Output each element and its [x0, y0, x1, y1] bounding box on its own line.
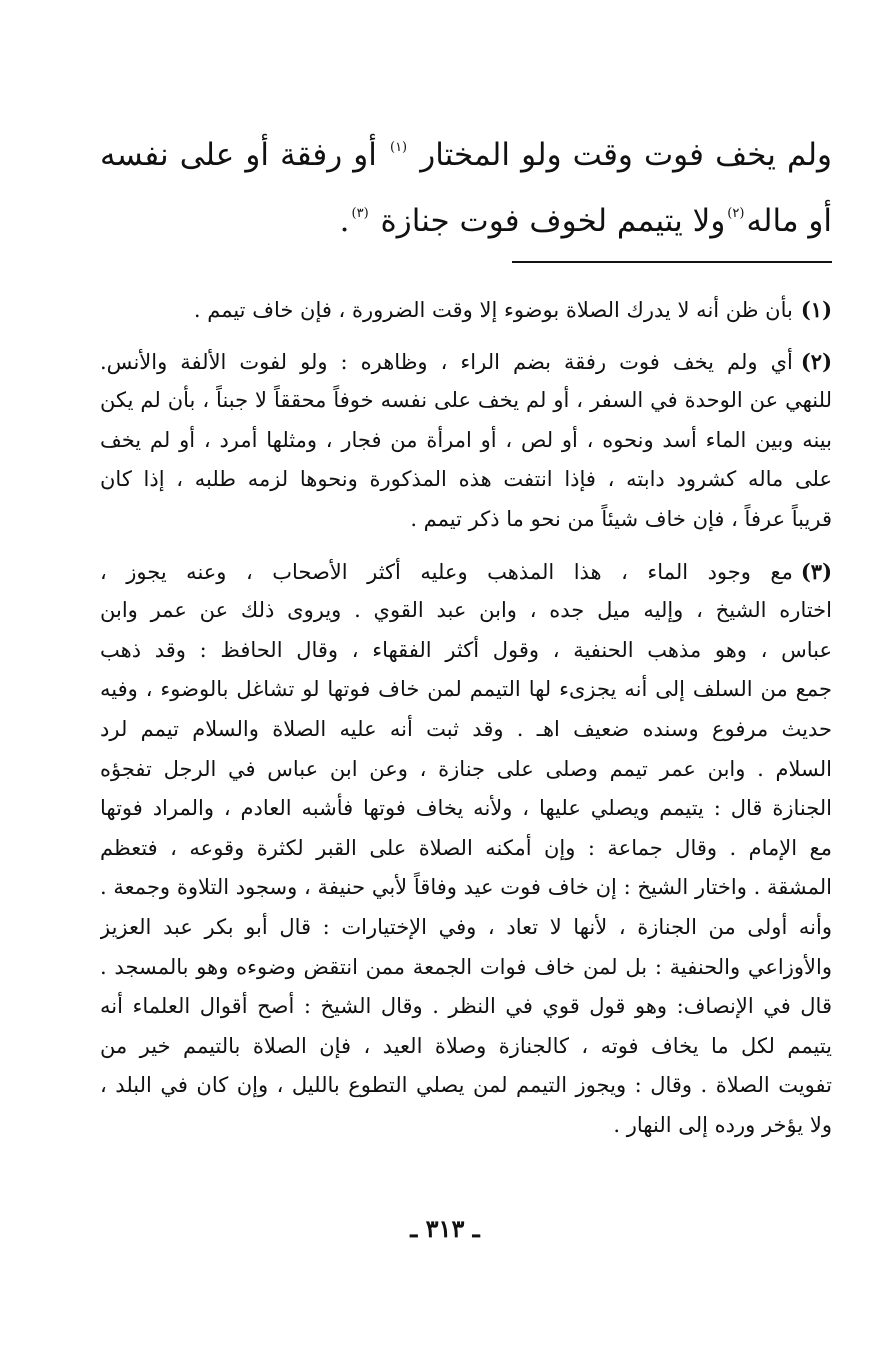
footnote-line: ولا يؤخر ورده إلى النهار . — [613, 1112, 832, 1137]
footnote-line: السلام . وابن عمر تيمم وصلى على جنازة ، وعن ابن عباس في الرجل تفجؤه — [100, 756, 832, 781]
footnote-line: جمع من السلف إلى أنه يجزىء لها التيمم لمن خاف فوتها لو تشاغل بالوضوء ، وفيه — [100, 677, 832, 702]
footnote-line: يتيمم لكل ما يخاف فوته ، كالجنازة وصلاة العيد ، فإن الصلاة بالتيمم خير من — [100, 1033, 832, 1058]
footnote-text: بأن ظن أنه لا يدرك الصلاة بوضوء إلا وقت الضرورة ، فإن خاف تيمم . — [193, 298, 793, 322]
footnote-line: الجنازة قال : يتيمم ويصلي عليها ، ولأنه يخاف فوتها فأشبه العادم ، والمراد فوتها — [100, 796, 832, 821]
footnote-2 — [100, 342, 832, 540]
footnote-number: (٢) — [800, 348, 832, 374]
footnote-number: (٣) — [800, 558, 832, 584]
footnote-line: بينه وبين الماء أسد ونحوه ، أو لص ، أو امرأة من فجار ، ومثلها أمرد ، أو لم يخف — [100, 427, 832, 452]
main-line-2-after: ولا يتيمم لخوف فوت جنازة — [380, 203, 726, 239]
footnotes — [100, 290, 832, 1145]
footnote-marker-2: (٢) — [727, 206, 745, 221]
footnote-marker-1: (١) — [389, 140, 408, 155]
footnote-line — [100, 552, 832, 592]
footnote-line: على ماله كشرود دابته ، فإذا انتفت هذه المذكورة ونحوها لزمه طلبه ، إذا كان — [100, 467, 832, 492]
main-text — [100, 122, 832, 254]
footnote-line: حديث مرفوع وسنده ضعيف اهـ . وقد ثبت أنه عليه الصلاة والسلام تيمم لرد — [100, 716, 832, 741]
footnote-marker-3: (٣) — [351, 206, 369, 221]
footnote-line: والأوزاعي والحنفية : بل لمن خاف فوات الجمعة ممن انتقض وضوءه وهو بالمسجد . — [100, 954, 832, 979]
footnote-line: تفويت الصلاة . وقال : ويجوز التيمم لمن يصلي التطوع بالليل ، وإن كان في البلد ، — [100, 1073, 832, 1098]
footnote-line: قريباً عرفاً ، فإن خاف شيئاً من نحو ما ذكر تيمم . — [410, 506, 832, 531]
main-line-2-tail: . — [339, 203, 350, 239]
main-line-2-before: أو ماله — [746, 203, 832, 239]
footnote-line: المشقة . واختار الشيخ : إن خاف فوت عيد وفاقاً لأبي حنيفة ، وسجود التلاوة وجمعة . — [100, 875, 832, 900]
footnote-line: اختاره الشيخ ، وإليه ميل جده ، وابن عبد القوي . ويروى ذلك عن عمر وابن — [100, 598, 832, 623]
footnote-line: عباس ، وهو مذهب الحنفية ، وقول أكثر الفقهاء ، وقال الحافظ : وقد ذهب — [100, 637, 832, 662]
footnote-line — [100, 290, 832, 330]
footnote-line: مع الإمام . وقال جماعة : وإن أمكنه الصلاة على القبر لكثرة وقوعه ، فتعظم — [100, 835, 832, 860]
footnote-text: مع وجود الماء ، هذا المذهب وعليه أكثر الأصحاب ، وعنه يجوز ، — [100, 559, 793, 584]
main-line-2 — [100, 188, 832, 254]
main-line-1 — [100, 122, 832, 188]
footnote-text: أي ولم يخف فوت رفقة بضم الراء ، وظاهره : ولو لفوت الألفة والأنس. — [100, 349, 793, 374]
footnote-line: قال في الإنصاف: وهو قول قوي في النظر . وقال الشيخ : أصح أقوال العلماء أنه — [100, 994, 832, 1019]
footnote-3 — [100, 552, 832, 1146]
footnote-number: (١) — [800, 297, 832, 322]
footnote-line: للنهي عن الوحدة في السفر ، أو لم يخف على نفسه خوفاً محققاً لا جبناً ، بأن لم يكن — [100, 388, 832, 413]
page-number: ـ ٣١٣ ـ — [410, 1214, 480, 1243]
footnote-separator — [512, 261, 832, 263]
main-line-1-before: ولم يخف فوت وقت ولو المختار — [420, 137, 832, 173]
footnote-line — [100, 342, 832, 382]
main-line-1-after: أو رفقة أو على نفسه — [100, 137, 377, 173]
footnote-line: وأنه أولى من الجنازة ، لأنها لا تعاد ، وفي الإختيارات : قال أبو بكر عبد العزيز — [100, 914, 832, 939]
footnote-1 — [100, 290, 832, 330]
